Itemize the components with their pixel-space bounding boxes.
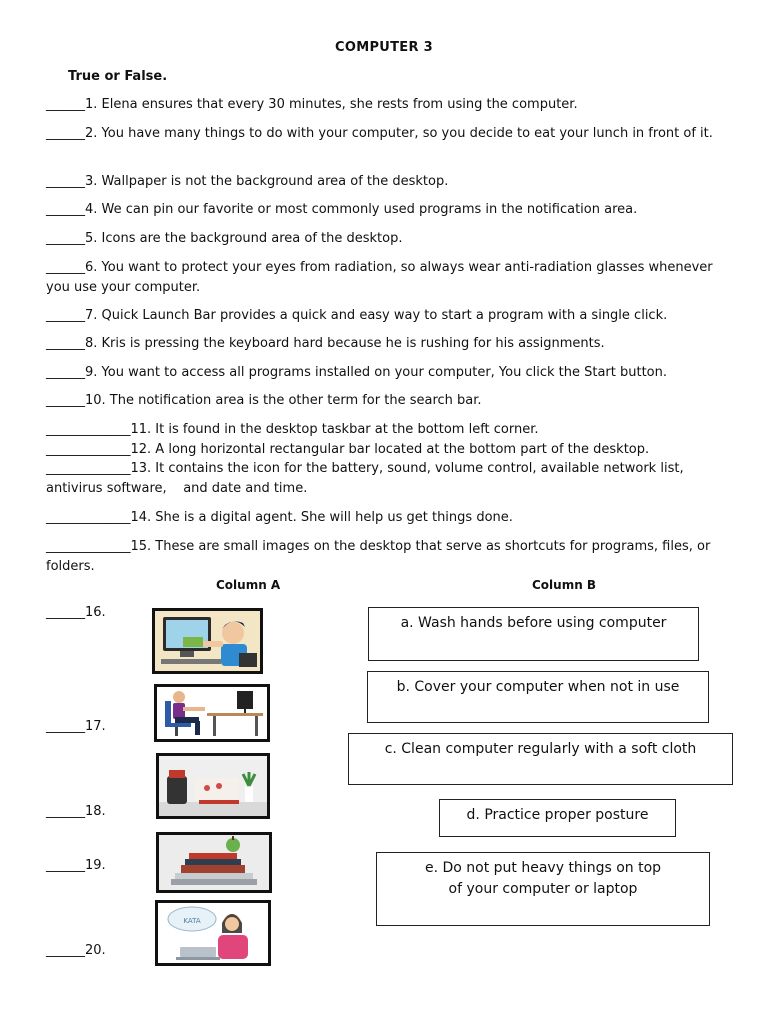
question-text: 8. Kris is pressing the keyboard hard because he is rushing for his assignments. — [85, 336, 605, 351]
question-5 — [46, 229, 736, 249]
child-using-computer-image — [152, 608, 263, 674]
question-text: 15. These are small images on the desktop that serve as shortcuts for programs, files, or folders. — [46, 539, 711, 574]
cleaning-desk-illustration — [159, 756, 267, 816]
question-text: 10. The notification area is the other term for the search bar. — [85, 393, 482, 408]
woman-with-laptop-image — [155, 900, 271, 966]
child-using-computer-illustration — [155, 611, 260, 671]
question-9 — [46, 363, 736, 383]
question-13 — [46, 459, 736, 499]
item-number: 19. — [85, 858, 106, 873]
option-b: b. Cover your computer when not in use — [367, 671, 709, 723]
option-d: d. Practice proper posture — [439, 799, 676, 837]
answer-blank[interactable]: ______ — [46, 231, 85, 246]
answer-blank[interactable]: ______ — [46, 943, 85, 958]
cleaning-desk-image — [156, 753, 270, 819]
question-text: 3. Wallpaper is not the background area of the desktop. — [85, 174, 449, 189]
question-text: 13. It contains the icon for the battery, sound, volume control, available network list, antivirus software, and date and time. — [46, 461, 688, 496]
matching-item-18 — [46, 804, 106, 819]
answer-blank[interactable]: ______ — [46, 126, 85, 141]
question-text: 4. We can pin our favorite or most commonly used programs in the notification area. — [85, 202, 638, 217]
answer-blank[interactable]: ______ — [46, 605, 85, 620]
answer-blank[interactable]: ______ — [46, 804, 85, 819]
option-a: a. Wash hands before using computer — [368, 607, 699, 661]
answer-blank[interactable]: ______ — [46, 260, 85, 275]
question-3 — [46, 172, 736, 192]
matching-item-17 — [46, 719, 106, 734]
question-12 — [46, 440, 736, 460]
matching-item-16 — [46, 605, 106, 620]
answer-blank[interactable]: _____________ — [46, 442, 131, 457]
answer-blank[interactable]: ______ — [46, 97, 85, 112]
answer-blank[interactable]: ______ — [46, 365, 85, 380]
answer-blank[interactable]: ______ — [46, 336, 85, 351]
question-text: 12. A long horizontal rectangular bar located at the bottom part of the desktop. — [130, 442, 650, 457]
question-7 — [46, 306, 736, 326]
question-text: 9. You want to access all programs installed on your computer, You click the Start button. — [85, 365, 668, 380]
question-2 — [46, 124, 736, 144]
option-c: c. Clean computer regularly with a soft cloth — [348, 733, 733, 785]
answer-blank[interactable]: ______ — [46, 202, 85, 217]
item-number: 17. — [85, 719, 106, 734]
item-number: 18. — [85, 804, 106, 819]
question-text: 2. You have many things to do with your computer, so you decide to eat your lunch in front of it. — [85, 126, 713, 141]
question-14 — [46, 508, 736, 528]
answer-blank[interactable]: ______ — [46, 308, 85, 323]
stacked-laptops-illustration — [159, 835, 269, 890]
question-text: 5. Icons are the background area of the desktop. — [85, 231, 403, 246]
question-text: 7. Quick Launch Bar provides a quick and easy way to start a program with a single click. — [85, 308, 668, 323]
watermark-text: KATA — [183, 917, 201, 925]
answer-blank[interactable]: _____________ — [46, 539, 131, 554]
question-text: 6. You want to protect your eyes from radiation, so always wear anti-radiation glasses whenever you use your computer. — [46, 260, 713, 295]
question-10 — [46, 391, 736, 411]
answer-blank[interactable]: ______ — [46, 174, 85, 189]
sitting-posture-image — [154, 684, 270, 742]
page-title: COMPUTER 3 — [335, 40, 433, 55]
option-e: e. Do not put heavy things on top of your computer or laptop — [376, 852, 710, 926]
question-1 — [46, 95, 736, 115]
answer-blank[interactable]: ______ — [46, 719, 85, 734]
stacked-laptops-image — [156, 832, 272, 893]
matching-item-19 — [46, 858, 106, 873]
answer-blank[interactable]: _____________ — [46, 461, 131, 476]
woman-with-laptop-illustration — [158, 903, 268, 963]
question-text: 1. Elena ensures that every 30 minutes, she rests from using the computer. — [85, 97, 578, 112]
question-6 — [46, 258, 736, 298]
question-4 — [46, 200, 736, 220]
question-15 — [46, 537, 736, 577]
question-text: 14. She is a digital agent. She will help us get things done. — [130, 510, 513, 525]
column-b-heading: Column B — [532, 578, 597, 592]
column-a-heading: Column A — [216, 578, 281, 592]
answer-blank[interactable]: _____________ — [46, 510, 131, 525]
item-number: 20. — [85, 943, 106, 958]
sitting-posture-illustration — [157, 687, 267, 739]
answer-blank[interactable]: ______ — [46, 393, 85, 408]
question-8 — [46, 334, 736, 354]
question-text: 11. It is found in the desktop taskbar at the bottom left corner. — [130, 422, 539, 437]
section-heading-true-false: True or False. — [68, 69, 168, 84]
answer-blank[interactable]: _____________ — [46, 422, 131, 437]
question-11 — [46, 420, 736, 440]
matching-item-20 — [46, 943, 106, 958]
answer-blank[interactable]: ______ — [46, 858, 85, 873]
item-number: 16. — [85, 605, 106, 620]
